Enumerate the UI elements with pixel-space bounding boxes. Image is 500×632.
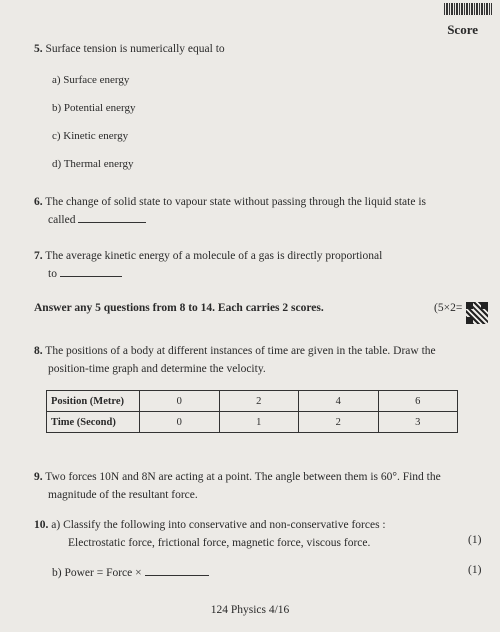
- table-cell: 4: [299, 391, 379, 412]
- question-9: 9. Two forces 10N and 8N are acting at a point. The angle between them is 60°. Find the magnitude of the resultant force.: [34, 471, 441, 501]
- answer-blank: [78, 212, 146, 223]
- table-cell: 0: [140, 391, 220, 412]
- page-footer: 124 Physics 4/16: [210, 604, 290, 616]
- table-cell: 6: [378, 391, 458, 412]
- table-cell: 0: [140, 412, 220, 433]
- option-5b: b) Potential energy: [52, 102, 136, 114]
- qr-code-image: [466, 302, 488, 324]
- row-header: Time (Second): [47, 412, 140, 433]
- option-5d: d) Thermal energy: [52, 158, 134, 170]
- option-5a: a) Surface energy: [52, 74, 130, 86]
- answer-blank: [145, 565, 209, 576]
- table-row: [47, 391, 458, 412]
- table-cell: 2: [299, 412, 379, 433]
- row-header: Position (Metre): [47, 391, 140, 412]
- section-instruction: Answer any 5 questions from 8 to 14. Each carries 2 scores.: [34, 302, 324, 314]
- table-row: [47, 412, 458, 433]
- section-marks: (5×2=: [434, 302, 463, 314]
- table-cell: 3: [378, 412, 458, 433]
- question-10b: b) Power = Force ×: [52, 564, 209, 582]
- question-10: 10. a) Classify the following into conservative and non-conservative forces : Electrostatic force, frictional force, magnetic force, viscous force.: [34, 519, 386, 549]
- table-cell: 2: [219, 391, 299, 412]
- position-time-table: [46, 390, 458, 433]
- table-cell: 1: [219, 412, 299, 433]
- option-5c: c) Kinetic energy: [52, 130, 129, 142]
- question-6: 6. The change of solid state to vapour state without passing through the liquid state is called: [34, 196, 427, 226]
- question-7: 7. The average kinetic energy of a molecule of a gas is directly proportional to: [34, 250, 383, 280]
- marks-10b: (1): [468, 564, 482, 576]
- marks-10a: (1): [468, 534, 482, 546]
- barcode-image: [444, 3, 492, 15]
- score-heading: Score: [447, 22, 478, 37]
- question-5: 5. Surface tension is numerically equal to: [34, 43, 225, 55]
- answer-blank: [60, 266, 122, 277]
- question-8: 8. The positions of a body at different instances of time are given in the table. Draw the position-time graph and determine the velocity.: [34, 345, 436, 375]
